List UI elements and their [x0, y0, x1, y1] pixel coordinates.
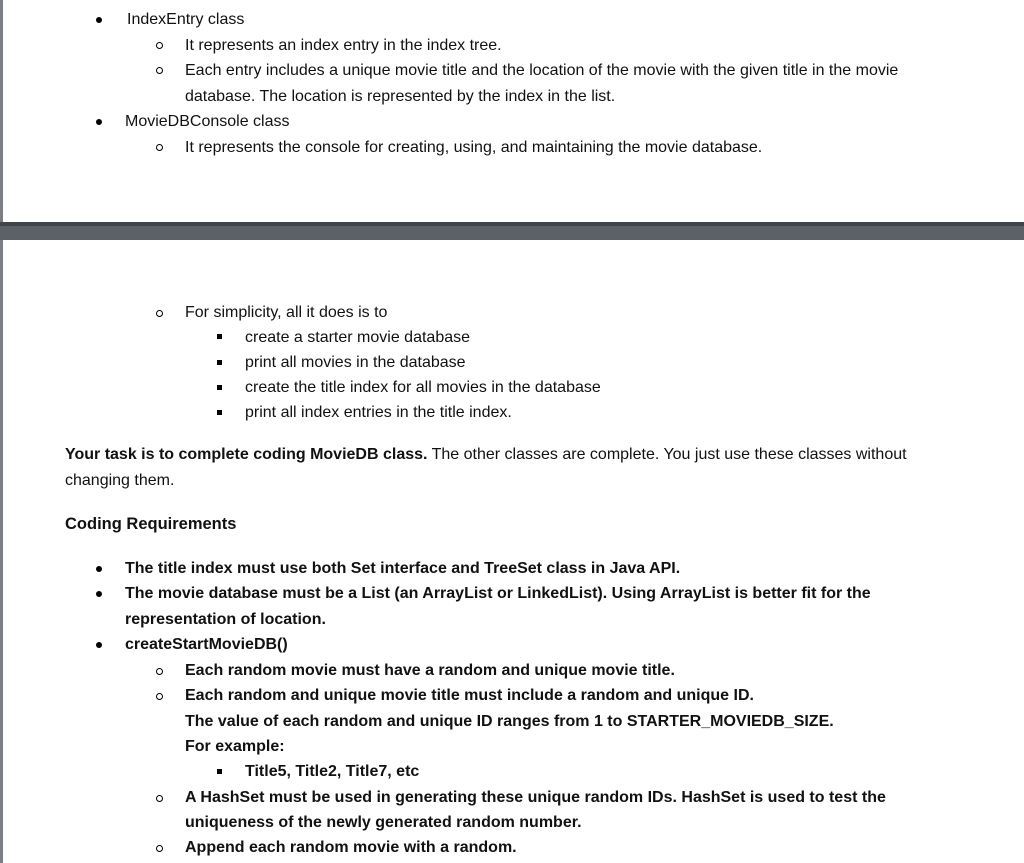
bullet-item-indexentry: IndexEntry class: [127, 11, 245, 28]
document-page-bottom: [0, 240, 1024, 863]
bullet-square-icon: [217, 385, 222, 390]
sub-item-continuation: database. The location is represented by the index in the list.: [185, 88, 616, 105]
bullet-circle-icon: [156, 668, 163, 675]
example-item: Title5, Title2, Title7, etc: [245, 763, 420, 780]
bullet-square-icon: [217, 410, 222, 415]
bullet-circle-icon: [156, 795, 163, 802]
coding-requirements-heading: Coding Requirements: [65, 515, 237, 533]
bullet-circle-icon: [156, 845, 163, 852]
task-paragraph: [65, 445, 907, 465]
create-start-item: Each random movie must have a random and unique movie title.: [185, 662, 675, 679]
bullet-dot-icon: [96, 119, 102, 125]
console-step: print all index entries in the title index.: [245, 404, 512, 421]
create-start-item: Each random and unique movie title must include a random and unique ID.: [185, 687, 754, 704]
document-page-top: [0, 0, 1024, 222]
task-rest: The other classes are complete. You just use these classes without: [427, 446, 907, 463]
task-bold: Your task is to complete coding MovieDB class.: [65, 446, 428, 463]
bullet-square-icon: [217, 334, 222, 339]
bullet-square-icon: [217, 769, 222, 774]
requirement-item: The movie database must be a List (an ArrayList or LinkedList). Using ArrayList is better fit for the: [125, 585, 871, 602]
requirement-item: The title index must use both Set interface and TreeSet class in Java API.: [125, 560, 681, 577]
create-start-item-continuation: For example:: [185, 738, 285, 755]
bullet-circle-icon: [156, 42, 163, 49]
create-start-item: A HashSet must be used in generating these unique random IDs. HashSet is used to test the: [185, 789, 886, 806]
task-paragraph-line2: changing them.: [65, 472, 175, 489]
sub-item: It represents the console for creating, using, and maintaining the movie database.: [185, 139, 763, 156]
bullet-dot-icon: [96, 642, 102, 648]
bullet-dot-icon: [96, 566, 102, 572]
console-step: create a starter movie database: [245, 329, 471, 346]
requirement-item: createStartMovieDB(): [125, 636, 288, 653]
bullet-circle-icon: [156, 693, 163, 700]
page-separator: [0, 222, 1024, 240]
console-intro: For simplicity, all it does is to: [185, 304, 388, 321]
create-start-item-continuation: The value of each random and unique ID ranges from 1 to STARTER_MOVIEDB_SIZE.: [185, 713, 834, 730]
console-step: create the title index for all movies in the database: [245, 379, 601, 396]
sub-item: It represents an index entry in the index tree.: [185, 37, 502, 54]
sub-item: Each entry includes a unique movie title and the location of the movie with the given title in the movie: [185, 62, 899, 79]
create-start-item: Append each random movie with a random.: [185, 839, 517, 856]
create-start-item-continuation: uniqueness of the newly generated random number.: [185, 814, 582, 831]
bullet-dot-icon: [96, 591, 102, 597]
bullet-dot-icon: [96, 17, 102, 23]
bullet-item-moviedbconsole: MovieDBConsole class: [125, 113, 290, 130]
console-step: print all movies in the database: [245, 354, 466, 371]
bullet-square-icon: [217, 360, 222, 365]
bullet-circle-icon: [156, 310, 163, 317]
requirement-item-continuation: representation of location.: [125, 611, 326, 628]
bullet-circle-icon: [156, 67, 163, 74]
bullet-circle-icon: [156, 144, 163, 151]
